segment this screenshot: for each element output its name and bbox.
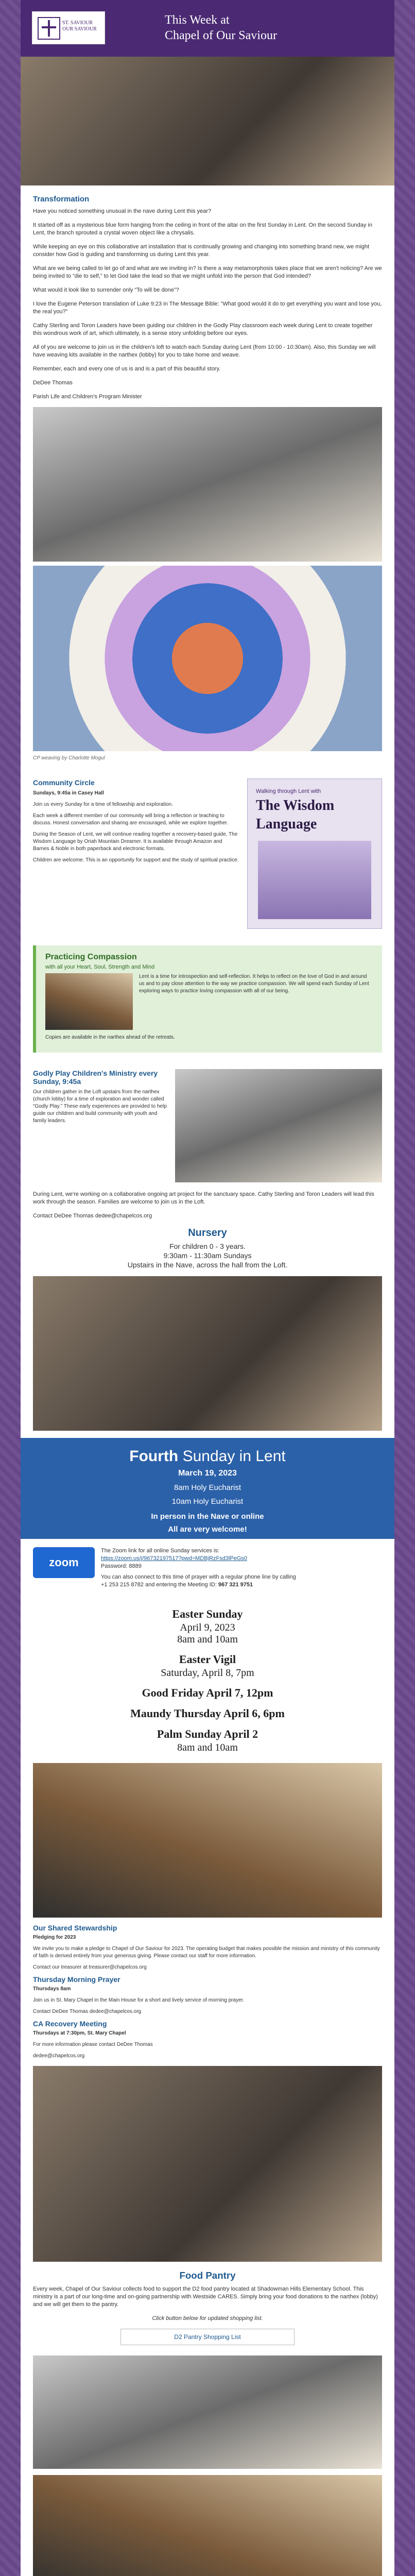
cc-para-3: During the Season of Lent, we will continue reading together a recovery-based guide, The Wisdom Language by Oriah Mountain Dreamer. It is available through Amazon and Barnes & Noble in both paperback and electronic formats.	[33, 832, 238, 852]
para-3: While keeping an eye on this collaborative art installation that is continually growing and changing into something brand new, we might consider how God is guiding and transforming us during Lent this year.	[33, 244, 370, 258]
godly-play-heading: Godly Play Children's Ministry every Sunday, 9:45a	[33, 1069, 158, 1086]
ca-recovery-contact: dedee@chapelcos.org	[33, 2053, 85, 2059]
morning-prayer-contact: Contact DeDee Thomas dedee@chapelcos.org	[33, 2009, 142, 2014]
easter-5-time: 8am and 10am	[177, 1742, 238, 1753]
bottom-photo-2	[33, 2475, 382, 2576]
zoom-icon[interactable]: zoom	[33, 1547, 95, 1578]
fourth-title-b: Sunday in Lent	[182, 1448, 286, 1465]
nursery-line-1: For children 0 - 3 years.	[169, 1242, 246, 1250]
godly-play-body: Our children gather in the Loft upstairs from the narthex (church lobby) for a time of exploration and wonder called “Godly Play.” These early experiences are provided to help guide our children and build community with youth and family leaders.	[33, 1089, 167, 1124]
community-circle-text	[33, 778, 239, 929]
para-4: What are we being called to let go of and what are we inviting in? Is there a way metamorphosis takes place that we aren't noticing? Are we being invited to “die to self,” to let God take the lead so that we might unfold into the person that God intended?	[33, 265, 382, 279]
zoom-line-2: You can also connect to this time of prayer with a regular phone line by calling	[101, 1574, 296, 1580]
nursery-title: Nursery	[188, 1227, 227, 1239]
book-title-1: The Wisdom	[256, 798, 335, 814]
zoom-link[interactable]: https://zoom.us/j/96732197517?pwd=MDBjRzFsd3lPeGs0	[101, 1555, 248, 1562]
cross-photo	[33, 2066, 382, 2262]
compassion-box	[33, 945, 382, 1053]
food-pantry-body: Every week, Chapel of Our Saviour collects food to support the D2 food pantry located at Shadowman Hills Elementary School. This ministry is a part of our long-time and on-going partnership with Westside CARES. Simply bring your food donations to the narthex (lobby) and we will get them to the pantry.	[33, 2286, 378, 2308]
easter-schedule	[21, 1597, 394, 1757]
service-2: 10am Holy Eucharist	[171, 1497, 244, 1506]
signature-title: Parish Life and Children's Program Minister	[33, 394, 142, 400]
header	[21, 0, 394, 57]
food-pantry-heading: Food Pantry	[179, 2270, 236, 2281]
zoom-section	[21, 1539, 394, 1597]
caption: CP weaving by Charlotte Mogul	[33, 755, 105, 761]
cc-para-2: Each week a different member of our community will bring a reflection or teaching to discuss. Honest conversation and sharing are encouraged, while we explore together.	[33, 813, 229, 826]
para-1: Have you noticed something unusual in the nave during Lent this year?	[33, 208, 212, 214]
bottom-photo-1	[33, 2355, 382, 2469]
morning-prayer-section	[33, 1975, 382, 2015]
cc-para-4: Children are welcome. This is an opportunity for support and the study of spiritual practice.	[33, 857, 239, 863]
morning-prayer-heading: Thursday Morning Prayer	[33, 1975, 120, 1984]
zoom-text	[101, 1547, 296, 1589]
fourth-sunday-title	[26, 1447, 389, 1466]
stewardship-photo	[33, 1763, 382, 1918]
zoom-phone-row	[101, 1581, 296, 1589]
zoom-line-1: The Zoom link for all online Sunday services is:	[101, 1548, 219, 1554]
children-photo	[33, 407, 382, 562]
food-pantry-link-label: Click button below for updated shopping list.	[152, 2315, 263, 2321]
welcome: All are very welcome!	[168, 1525, 247, 1534]
nursery-line-2: 9:30am - 11:30am Sundays	[163, 1251, 252, 1260]
stewardship-sub: Pledging for 2023	[33, 1935, 76, 1940]
zoom-phone: +1 253 215 8782	[101, 1582, 144, 1588]
book-title-2: Language	[256, 816, 317, 832]
stewardship-section	[33, 1924, 382, 1971]
ca-recovery-section	[33, 2020, 382, 2060]
godly-play-photo	[175, 1069, 382, 1182]
compassion-footer: Copies are available in the narthex ahead of the retreats.	[45, 1035, 175, 1040]
godly-play-contact: Contact DeDee Thomas dedee@chapelcos.org	[33, 1213, 152, 1219]
book-top: Walking through Lent with	[256, 788, 321, 794]
godly-play-section	[21, 1061, 394, 1191]
easter-2-name: Easter Vigil	[179, 1653, 236, 1666]
morning-prayer-sub: Thursdays 8am	[33, 1986, 71, 1992]
godly-play-second: During Lent, we're working on a collaborative ongoing art project for the sanctuary space. Cathy Sterling and Toron Leaders will lead this work through the season. Families are welcome to join us in the Loft.	[33, 1191, 374, 1205]
nursery-photo	[33, 1276, 382, 1431]
newsletter	[21, 0, 394, 2576]
para-7: Cathy Sterling and Toron Leaders have been guiding our children in the Godly Play classroom each week during Lent to create together this wondrous work of art, which ultimately, is a sense story unfolding before our eyes.	[33, 323, 373, 336]
logo-line-2: OUR SAVIOUR	[62, 26, 97, 32]
easter-1-date: April 9, 2023	[180, 1622, 235, 1633]
compassion-sub: with all your Heart, Soul, Strength and Mind	[45, 964, 155, 970]
compassion-body-row	[45, 973, 373, 1030]
morning-prayer-body: Join us in St. Mary Chapel in the Main House for a short and lively service of morning prayer.	[33, 1997, 245, 2003]
d2-pantry-button[interactable]: D2 Pantry Shopping List	[120, 2329, 295, 2345]
compassion-heading: Practicing Compassion	[45, 953, 137, 961]
food-pantry-section	[21, 2270, 394, 2345]
book-cover	[247, 778, 382, 929]
title-line-1: This Week at	[165, 13, 230, 27]
logo[interactable]	[32, 11, 105, 44]
service-1: 8am Holy Eucharist	[174, 1483, 241, 1492]
fourth-date: March 19, 2023	[178, 1469, 237, 1478]
logo-line-1: ST. SAVIOUR	[62, 20, 93, 26]
community-circle-section	[21, 770, 394, 937]
community-circle-heading: Community Circle	[33, 778, 95, 787]
signature: DeDee Thomas	[33, 380, 73, 386]
easter-4-name: Maundy Thursday April 6, 6pm	[130, 1707, 285, 1720]
title-line-2: Chapel of Our Saviour	[165, 29, 277, 42]
nursery-section	[21, 1227, 394, 1269]
godly-play-text	[33, 1069, 167, 1182]
zoom-meeting-label: and entering the Meeting ID:	[145, 1582, 217, 1588]
transformation-heading: Transformation	[33, 195, 90, 204]
nursery-line-3: Upstairs in the Nave, across the hall from the Loft.	[127, 1261, 288, 1269]
zoom-password-label: Password:	[101, 1563, 128, 1569]
para-2: It started off as a mysterious blue form hanging from the ceiling in front of the altar on the first Sunday in Lent. On the second Sunday in Lent, the branch sprouted a crystal woven object like a chrysalis.	[33, 222, 372, 236]
para-9: Remember, each and every one of us is and is a part of this beautiful story.	[33, 366, 221, 372]
fourth-sunday-banner	[21, 1438, 394, 1539]
stewardship-heading: Our Shared Stewardship	[33, 1924, 117, 1932]
community-circle-sub: Sundays, 9:45a in Casey Hall	[33, 790, 104, 796]
book-art	[258, 841, 371, 919]
zoom-password-row	[101, 1563, 296, 1570]
weaving-photo	[33, 566, 382, 751]
para-5: What would it look like to surrender only “To will be done”?	[33, 287, 179, 293]
cross-icon	[38, 17, 60, 40]
easter-3-name: Good Friday April 7, 12pm	[142, 1686, 273, 1699]
stewardship-contact: Contact our treasurer at treasurer@chapelcos.org	[33, 1964, 147, 1970]
easter-5-name: Palm Sunday April 2	[157, 1727, 258, 1740]
easter-1-name: Easter Sunday	[172, 1607, 243, 1620]
stewardship-body: We invite you to make a pledge to Chapel of Our Saviour for 2023. The operating budget that makes possible the mission and ministry of this community of faith is derived entirely from your generous giving. Please contact our staff for more information.	[33, 1946, 380, 1959]
ca-recovery-heading: CA Recovery Meeting	[33, 2020, 107, 2028]
logo-text	[62, 20, 97, 32]
compassion-body: Lent is a time for introspection and self-reflection. It helps to reflect on the love of God in and around us and to pay close attention to the way we practice compassion. We will spend each Sunday of Lent exploring ways to practice loving compassion with all of our being.	[139, 974, 369, 994]
fourth-title-a: Fourth	[129, 1448, 179, 1465]
compassion-photo	[45, 973, 133, 1030]
page-title	[165, 12, 277, 43]
zoom-password: 8889	[129, 1563, 142, 1569]
in-person: In person in the Nave or online	[151, 1512, 264, 1521]
ca-recovery-body: For more information please contact DeDee Thomas	[33, 2042, 153, 2047]
hero-photo	[21, 57, 394, 185]
zoom-meeting-id: 967 321 9751	[218, 1582, 253, 1588]
ca-recovery-sub: Thursdays at 7:30pm, St. Mary Chapel	[33, 2030, 126, 2036]
easter-1-time: 8am and 10am	[177, 1634, 238, 1645]
cc-para-1: Join us every Sunday for a time of fellowship and exploration.	[33, 802, 173, 807]
easter-2-date: Saturday, April 8, 7pm	[161, 1667, 254, 1679]
para-8: All of you are welcome to join us in the children's loft to watch each Sunday during Lent (from 10:00 - 10:30am). Also, this Sunday we will have weaving kits available in the narthex (lobby) for you to take home and weave.	[33, 344, 376, 358]
para-6: I love the Eugene Peterson translation of Luke 9:23 in The Message Bible: “What good would it do to get everything you want and lose you, the real you?”	[33, 301, 382, 315]
